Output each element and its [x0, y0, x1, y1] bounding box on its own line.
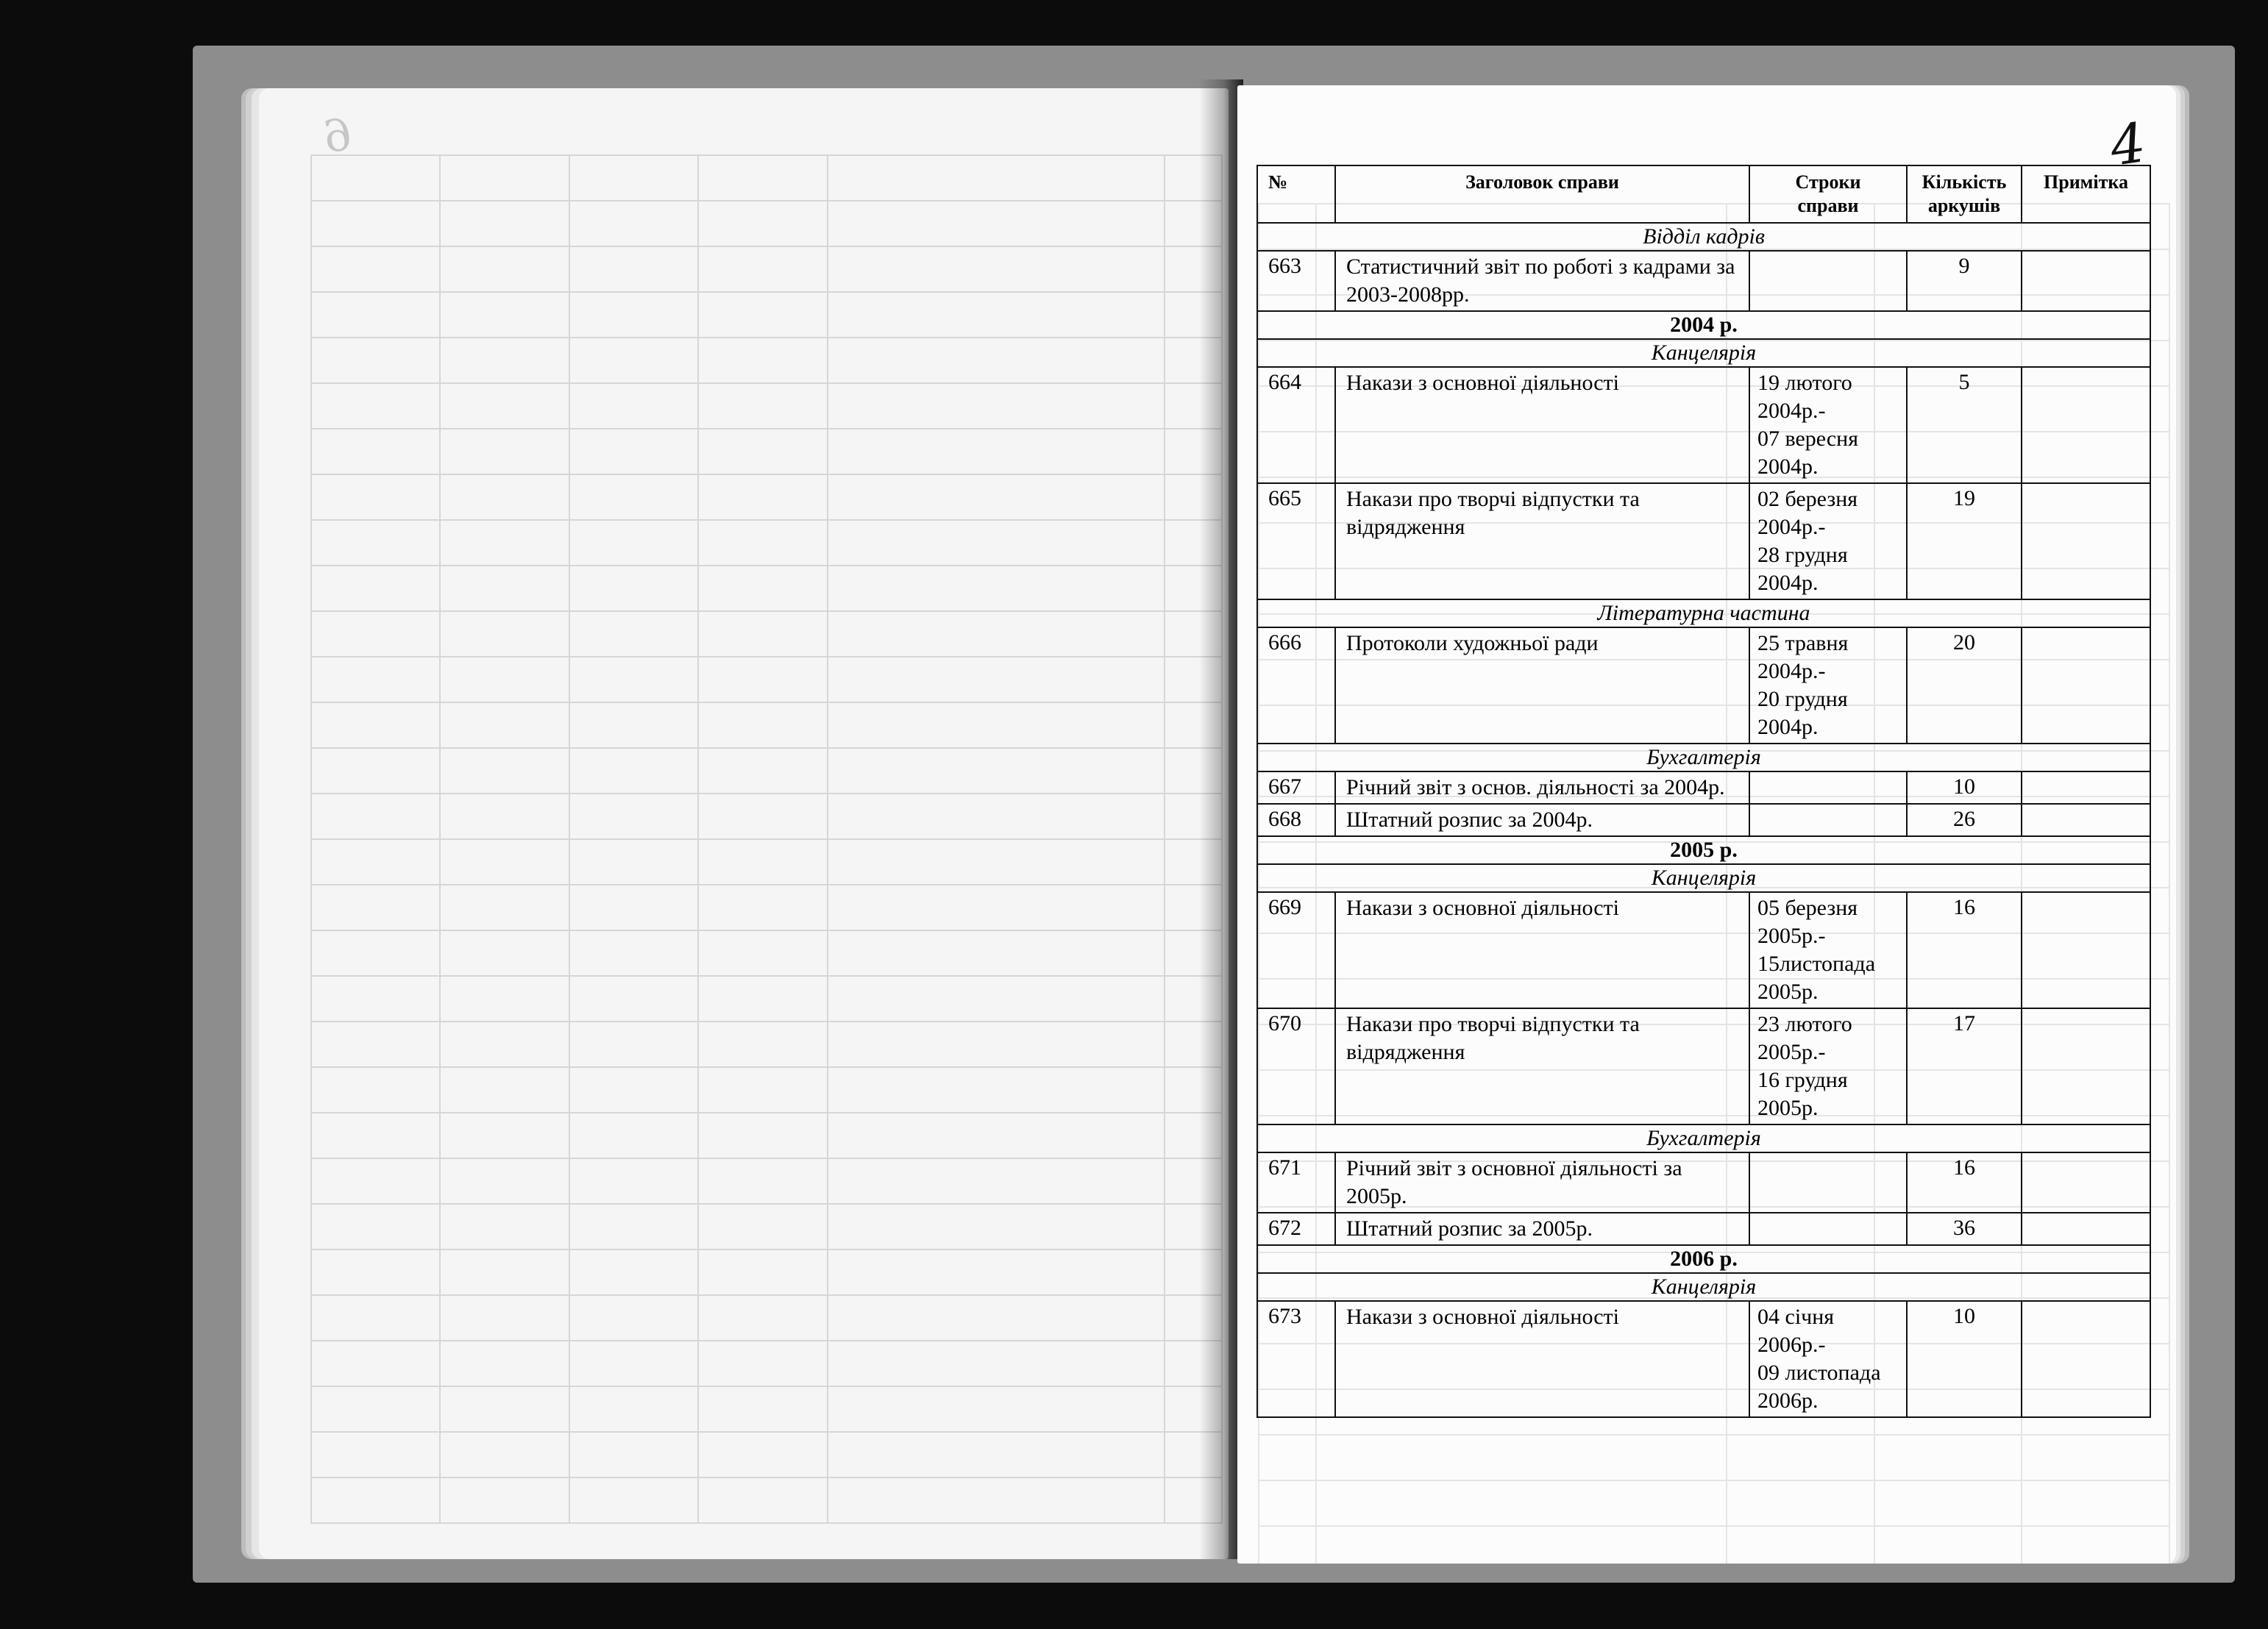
header-num: №	[1257, 165, 1335, 223]
row-dates: 25 травня 2004р.- 20 грудня 2004р.	[1749, 627, 1907, 744]
year-label: 2005 р.	[1257, 836, 2150, 864]
row-num: 668	[1257, 804, 1335, 836]
header-note: Примітка	[2022, 165, 2150, 223]
table-row	[1257, 1301, 2150, 1417]
right-page	[1237, 85, 2176, 1564]
row-sheets: 9	[1907, 251, 2022, 311]
table-row	[1257, 1008, 2150, 1124]
section-row	[1257, 599, 2150, 627]
row-num: 666	[1257, 627, 1335, 744]
table-row	[1257, 1213, 2150, 1245]
section-label: Канцелярія	[1257, 864, 2150, 892]
row-num: 667	[1257, 771, 1335, 804]
section-row	[1257, 1124, 2150, 1152]
row-title: Річний звіт з основ. діяльності за 2004р.	[1335, 771, 1749, 804]
row-title: Статистичний звіт по роботі з кадрами за 2003-2008рр.	[1335, 251, 1749, 311]
book-gutter	[1199, 79, 1243, 1559]
row-note	[2022, 1152, 2150, 1213]
table-row	[1257, 892, 2150, 1008]
row-num: 671	[1257, 1152, 1335, 1213]
header-sheets: Кількість аркушів	[1907, 165, 2022, 223]
row-sheets: 10	[1907, 1301, 2022, 1417]
row-sheets: 26	[1907, 804, 2022, 836]
section-label: Канцелярія	[1257, 1273, 2150, 1301]
row-num: 664	[1257, 367, 1335, 483]
row-num: 665	[1257, 483, 1335, 599]
row-title: Штатний розпис за 2005р.	[1335, 1213, 1749, 1245]
table-row	[1257, 804, 2150, 836]
row-title: Накази про творчі відпустки та відрядження	[1335, 483, 1749, 599]
row-note	[2022, 892, 2150, 1008]
year-row	[1257, 836, 2150, 864]
section-row	[1257, 1273, 2150, 1301]
row-sheets: 16	[1907, 1152, 2022, 1213]
row-dates: 04 січня 2006р.- 09 листопада 2006р.	[1749, 1301, 1907, 1417]
row-note	[2022, 1213, 2150, 1245]
left-page	[259, 88, 1229, 1559]
table-row	[1257, 483, 2150, 599]
row-dates	[1749, 1152, 1907, 1213]
section-label: Бухгалтерія	[1257, 1124, 2150, 1152]
row-title: Річний звіт з основної діяльності за 2005р.	[1335, 1152, 1749, 1213]
register-table	[1256, 165, 2151, 1418]
row-note	[2022, 627, 2150, 744]
row-title: Протоколи художньої ради	[1335, 627, 1749, 744]
row-title: Накази з основної діяльності	[1335, 367, 1749, 483]
table-row	[1257, 1152, 2150, 1213]
row-dates	[1749, 771, 1907, 804]
row-dates	[1749, 251, 1907, 311]
header-title: Заголовок справи	[1335, 165, 1749, 223]
row-sheets: 10	[1907, 771, 2022, 804]
row-title: Штатний розпис за 2004р.	[1335, 804, 1749, 836]
section-row	[1257, 744, 2150, 771]
row-sheets: 16	[1907, 892, 2022, 1008]
row-note	[2022, 1008, 2150, 1124]
row-sheets: 17	[1907, 1008, 2022, 1124]
left-page-bleed-through	[310, 154, 1223, 1524]
row-note	[2022, 771, 2150, 804]
row-dates	[1749, 804, 1907, 836]
row-num: 673	[1257, 1301, 1335, 1417]
year-label: 2004 р.	[1257, 311, 2150, 339]
left-page-number-bleed: 6	[319, 108, 356, 164]
section-label: Канцелярія	[1257, 339, 2150, 367]
year-row	[1257, 311, 2150, 339]
table-header-row	[1257, 165, 2150, 223]
row-sheets: 5	[1907, 367, 2022, 483]
section-row	[1257, 864, 2150, 892]
row-note	[2022, 251, 2150, 311]
table-row	[1257, 367, 2150, 483]
row-sheets: 20	[1907, 627, 2022, 744]
page-number: 4	[2106, 111, 2150, 179]
row-dates: 02 березня 2004р.- 28 грудня 2004р.	[1749, 483, 1907, 599]
row-num: 663	[1257, 251, 1335, 311]
row-num: 672	[1257, 1213, 1335, 1245]
table-row	[1257, 251, 2150, 311]
table-row	[1257, 771, 2150, 804]
row-dates: 19 лютого 2004р.- 07 вересня 2004р.	[1749, 367, 1907, 483]
row-note	[2022, 804, 2150, 836]
year-label: 2006 р.	[1257, 1245, 2150, 1273]
row-num: 670	[1257, 1008, 1335, 1124]
table-row	[1257, 627, 2150, 744]
header-dates: Строки справи	[1749, 165, 1907, 223]
section-label: Бухгалтерія	[1257, 744, 2150, 771]
row-num: 669	[1257, 892, 1335, 1008]
row-title: Накази про творчі відпустки та відрядження	[1335, 1008, 1749, 1124]
row-sheets: 36	[1907, 1213, 2022, 1245]
section-row	[1257, 223, 2150, 251]
row-dates	[1749, 1213, 1907, 1245]
section-row	[1257, 339, 2150, 367]
row-dates: 05 березня 2005р.- 15листопада 2005р.	[1749, 892, 1907, 1008]
row-dates: 23 лютого 2005р.- 16 грудня 2005р.	[1749, 1008, 1907, 1124]
row-sheets: 19	[1907, 483, 2022, 599]
row-note	[2022, 367, 2150, 483]
row-title: Накази з основної діяльності	[1335, 1301, 1749, 1417]
row-title: Накази з основної діяльності	[1335, 892, 1749, 1008]
section-label: Відділ кадрів	[1257, 223, 2150, 251]
row-note	[2022, 483, 2150, 599]
section-label: Літературна частина	[1257, 599, 2150, 627]
year-row	[1257, 1245, 2150, 1273]
row-note	[2022, 1301, 2150, 1417]
